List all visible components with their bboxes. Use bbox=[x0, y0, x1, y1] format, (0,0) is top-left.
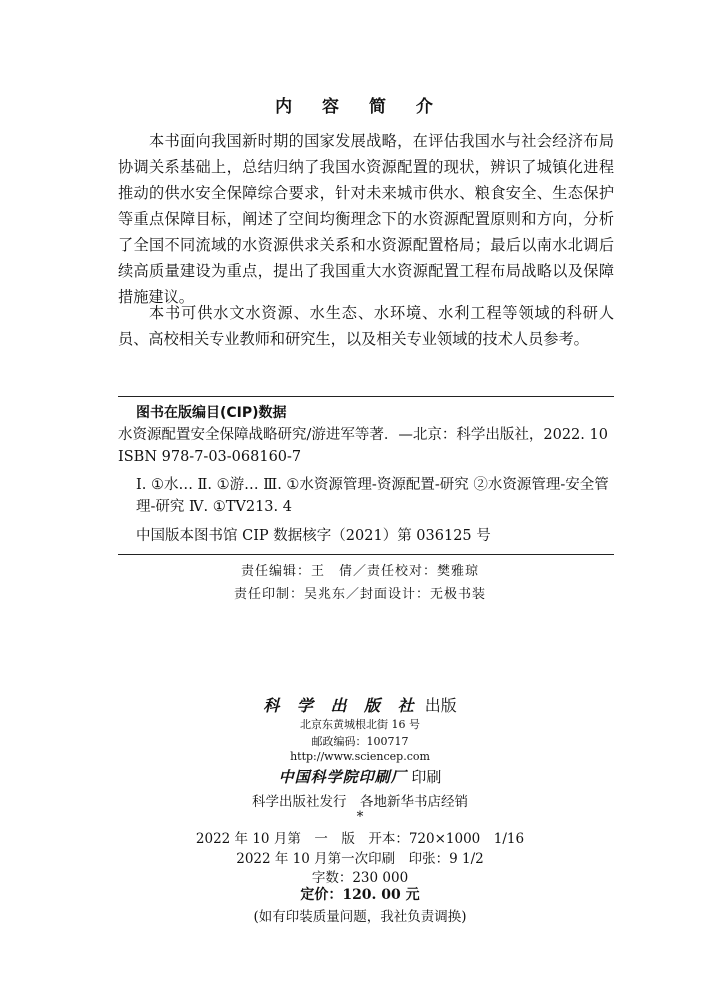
cip-bottom-rule bbox=[118, 554, 614, 555]
cip-title-line: 水资源配置安全保障战略研究/游进军等著．—北京：科学出版社，2022. 10 bbox=[118, 427, 608, 443]
word-count: 字数：230 000 bbox=[311, 870, 409, 886]
printer-suffix: 印刷 bbox=[411, 768, 442, 786]
intro-paragraph-2: 本书可供水文水资源、水生态、水环境、水利工程等领域的科研人员、高校相关专业教师和研究生，以及相关专业领域的技术人员参考。 bbox=[118, 304, 614, 348]
separator-star: * bbox=[356, 809, 364, 825]
page-title: 内 容 简 介 bbox=[275, 97, 445, 117]
edition-info: 2022 年 10 月第 一 版 开本：720×1000 1/16 bbox=[195, 831, 525, 847]
distribution-info: 科学出版社发行 各地新华书店经销 bbox=[252, 794, 468, 810]
publisher-url: http://www.sciencep.com bbox=[290, 750, 430, 763]
cip-top-rule bbox=[118, 396, 614, 397]
publisher-postcode: 邮政编码：100717 bbox=[311, 735, 409, 748]
cip-record-number: 中国版本图书馆 CIP 数据核字（2021）第 036125 号 bbox=[136, 528, 491, 544]
credits-editors: 责任编辑：王 倩／责任校对：樊雅琼 bbox=[240, 564, 479, 579]
cip-classification: Ⅰ. ①水… Ⅱ. ①游… Ⅲ. ①水资源管理-资源配置-研究 ②水资源管理-安全管理-研究 Ⅳ. ①TV213. 4 bbox=[136, 477, 609, 515]
price: 定价：120. 00 元 bbox=[300, 887, 420, 903]
publisher-address: 北京东黄城根北街 16 号 bbox=[300, 718, 420, 731]
cip-heading: 图书在版编目(CIP)数据 bbox=[136, 405, 287, 421]
printer-logo-text: 中国科学院印刷厂 bbox=[278, 768, 407, 786]
publisher-name-line bbox=[0, 693, 720, 716]
publisher-suffix: 出版 bbox=[424, 696, 457, 715]
intro-paragraph-1: 本书面向我国新时期的国家发展战略，在评估我国水与社会经济布局协调关系基础上，总结归纳了我国水资源配置的现状，辨识了城镇化进程推动的供水安全保障综合要求，针对未来城市供水、粮食安全、生态保护等重点保障目标，阐述了空间均衡理念下的水资源配置原则和方向，分析了全国不同流域的水资源供求关系和水资源配置格局；最后以南水北调后续高质量建设为重点，提出了我国重大水资源配置工程布局战略以及保障措施建议。 bbox=[118, 132, 614, 306]
cip-isbn: ISBN 978-7-03-068160-7 bbox=[118, 449, 302, 465]
quality-notice: (如有印装质量问题，我社负责调换) bbox=[253, 909, 467, 925]
credits-printing-design: 责任印制：吴兆东／封面设计：无极书装 bbox=[233, 587, 486, 602]
publisher-logo-text: 科 学 出 版 社 bbox=[263, 696, 420, 715]
printing-info: 2022 年 10 月第一次印刷 印张：9 1/2 bbox=[236, 851, 484, 867]
printer-line bbox=[0, 766, 720, 787]
